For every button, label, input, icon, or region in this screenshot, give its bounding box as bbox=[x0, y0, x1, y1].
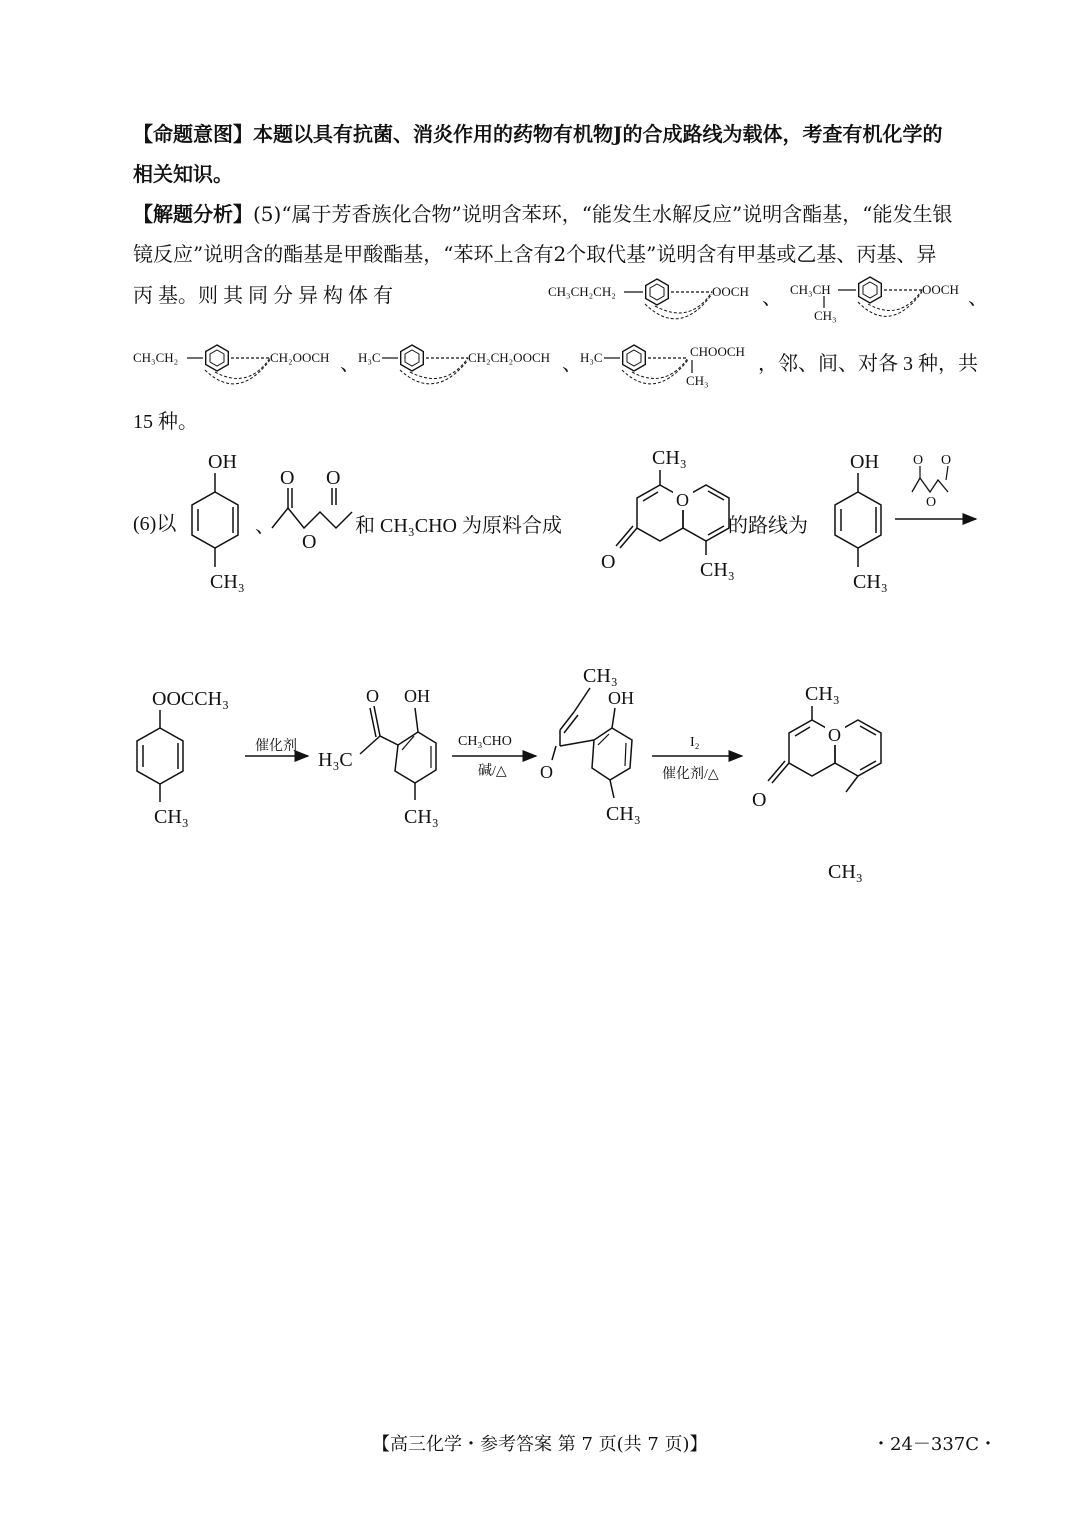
intent-text-1: 本题以具有抗菌、消炎作用的药物有机物J的合成路线为载体，考查有机化学的 bbox=[253, 122, 943, 146]
isomer-2 bbox=[790, 277, 959, 323]
isomer-4 bbox=[358, 345, 550, 384]
target-chromone bbox=[601, 447, 735, 581]
target-carbonyl-o: O bbox=[601, 551, 616, 573]
sep-3: 、 bbox=[340, 353, 360, 375]
analysis-tag: 【解题分析】 bbox=[133, 202, 253, 226]
ester-label: OOCCH₃ bbox=[152, 688, 229, 710]
reaction-arrow-2 bbox=[245, 737, 308, 756]
target-ch3-top: CH₃ bbox=[652, 447, 687, 469]
o-label-1: O bbox=[280, 467, 295, 489]
h3c-label: H₃C bbox=[318, 749, 353, 771]
intent-line-1 bbox=[133, 118, 942, 147]
reaction-arrow-3 bbox=[452, 734, 536, 779]
line5: 15 种。 bbox=[133, 411, 198, 433]
acetic-anhydride bbox=[272, 467, 352, 553]
target-ring-o: O bbox=[676, 490, 689, 510]
enone-intermediate bbox=[540, 665, 641, 825]
analysis-text-1: (5)“属于芳香族化合物”说明含苯环，“能发生水解反应”说明含酯基，“能发生银 bbox=[253, 202, 953, 226]
oh-label-2: OH bbox=[850, 451, 879, 473]
part6-middle: 和 CH₃CHO 为原料合成 bbox=[355, 515, 562, 537]
final-ring-o: O bbox=[828, 725, 841, 745]
isomer-1 bbox=[548, 279, 749, 319]
final-chromone bbox=[752, 683, 881, 883]
isomer-5-left: H₃C bbox=[580, 350, 603, 365]
ch3-label-5: CH₃ bbox=[583, 665, 618, 687]
isomer-1-left: CH₃CH₂CH₂ bbox=[548, 284, 616, 299]
intent-tag: 【命题意图】 bbox=[133, 122, 253, 146]
reaction-arrow-1 bbox=[895, 453, 976, 519]
p-cresol-reactant bbox=[192, 451, 245, 593]
isomer-3 bbox=[133, 345, 329, 384]
line3-start: 丙 基。则 其 同 分 异 构 体 有 bbox=[133, 285, 393, 307]
final-ch3-bottom: CH₃ bbox=[828, 861, 863, 883]
ch3-label-2: CH₃ bbox=[853, 571, 888, 593]
isomer-3-right: CH₂OOCH bbox=[270, 350, 330, 365]
reagent-bottom: 碱/△ bbox=[478, 764, 507, 779]
isomer-3-left: CH₃CH₂ bbox=[133, 350, 179, 365]
final-ch3-top: CH₃ bbox=[805, 683, 840, 705]
part6-prefix: (6)以 bbox=[133, 513, 177, 535]
reaction-arrow-4 bbox=[652, 735, 742, 782]
iodine-reagent: I₂ bbox=[690, 735, 700, 750]
aryl-acetate bbox=[137, 688, 229, 828]
ch3-label-6: CH₃ bbox=[606, 803, 641, 825]
ch3-label-3: CH₃ bbox=[154, 806, 189, 828]
synthesis-route bbox=[0, 440, 1080, 900]
ch3-label-4: CH₃ bbox=[404, 806, 439, 828]
o-label-5: O bbox=[941, 453, 952, 468]
isomer-5-right: CHOOCH bbox=[690, 344, 745, 359]
isomer-4-right: CH₂CH₂OOCH bbox=[468, 350, 551, 365]
catalyst-2: 催化剂/△ bbox=[662, 767, 719, 782]
p-cresol-route-start bbox=[835, 451, 888, 593]
catalyst-1: 催化剂 bbox=[255, 739, 297, 754]
analysis-line-2: 镜反应”说明含的酯基是甲酸酯基，“苯环上含有2个取代基”说明含有甲基或乙基、丙基、异 bbox=[133, 242, 937, 266]
oh-label-4: OH bbox=[608, 688, 634, 708]
isomer-1-right: OOCH bbox=[712, 284, 749, 299]
reagent-top: CH₃CHO bbox=[458, 734, 512, 749]
hydroxy-acetophenone bbox=[318, 686, 439, 828]
part6-suffix: 的路线为 bbox=[728, 515, 808, 537]
intent-line-2: 相关知识。 bbox=[133, 162, 233, 186]
final-carbonyl-o: O bbox=[752, 789, 767, 811]
sep-2: 、 bbox=[968, 287, 988, 309]
o-label-6: O bbox=[926, 495, 937, 510]
oh-label-3: OH bbox=[404, 686, 430, 706]
o-label-4: O bbox=[913, 453, 924, 468]
isomer-2-sub: CH₃ bbox=[814, 308, 837, 323]
o-label-3: O bbox=[302, 531, 317, 553]
isomer-4-left: H₃C bbox=[358, 350, 381, 365]
footer-page-info: 【高三化学・参考答案 第 7 页(共 7 页)】 bbox=[372, 1434, 708, 1455]
sep-4: 、 bbox=[562, 353, 582, 375]
part6-sep: 、 bbox=[255, 515, 275, 537]
isomer-2-right: OOCH bbox=[922, 282, 959, 297]
analysis-line-1 bbox=[133, 198, 952, 227]
isomer-structures bbox=[0, 270, 1080, 440]
sep-1: 、 bbox=[762, 287, 782, 309]
oh-label: OH bbox=[208, 451, 237, 473]
ch3-label: CH₃ bbox=[210, 571, 245, 593]
enone-o: O bbox=[540, 762, 553, 782]
ketone-o: O bbox=[366, 686, 379, 706]
isomer-5 bbox=[580, 344, 745, 388]
isomer-5-sub: CH₃ bbox=[686, 373, 709, 388]
line4-end: ，邻、间、对各 3 种，共 bbox=[758, 353, 978, 375]
target-ch3-bottom: CH₃ bbox=[700, 559, 735, 581]
o-label-2: O bbox=[326, 467, 341, 489]
footer-code: ・24－337C・ bbox=[872, 1434, 998, 1455]
isomer-2-left: CH₃CH bbox=[790, 282, 831, 297]
